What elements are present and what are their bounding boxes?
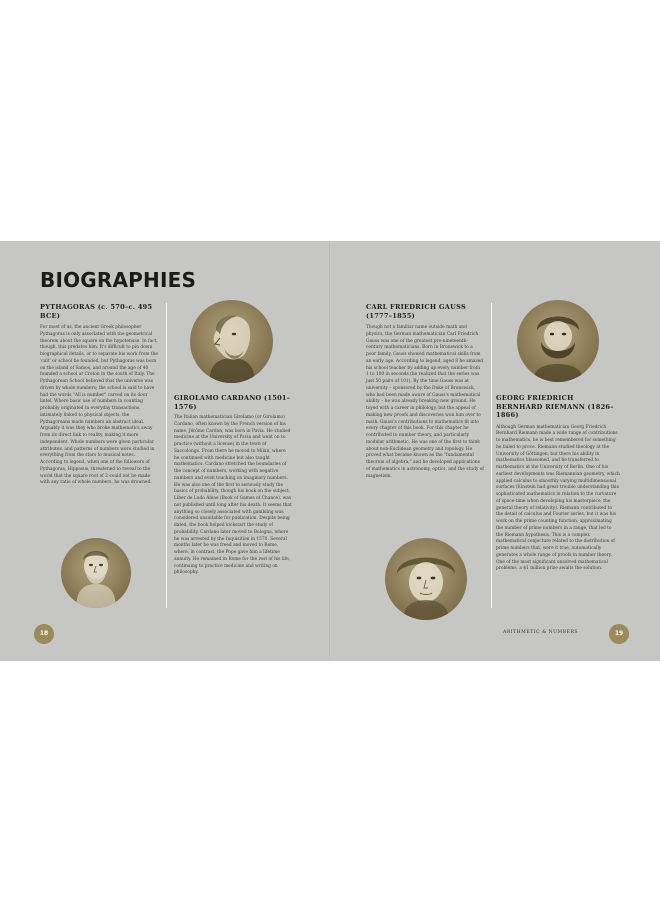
page-number-left: 18: [34, 624, 54, 644]
riemann-portrait-icon: [517, 300, 599, 382]
gauss-face-icon: [385, 538, 467, 620]
bio-title-gauss: CARL FRIEDRICH GAUSS: [366, 303, 466, 311]
bio-cardano: [174, 394, 292, 577]
column-divider: [491, 303, 492, 608]
column-divider: [166, 303, 167, 608]
gauss-portrait-icon: [385, 538, 467, 620]
cardano-portrait-icon: [190, 300, 273, 383]
bio-body-cardano: The Italian mathematician Girolamo (or Girolamo) Cardano, often known by the French version of his name, Jérôme Cardan, was born in Pavia. He studied medicine at the University of Pavia and went on to practice (without a license) in the town of Saccolongo. From there he moved to Milan, where he continued with medicine but also taught mathematics. Cardano stretched the boundaries of the concept of numbers, working with negative numbers and even touching on imaginary numbers. He was also one of the first to seriously study the basics of probability, though his book on the subject, Liber de Ludo Aleae (Book of Games of Chance), was not published until long after his death. It seems that anything so closely associated with gambling was considered unsuitable for publication. Despite being dated, the book helped kickstart the study of probability. Cardano later moved to Bologna, where he was arrested by the Inquisition in 1570. Several months later he was freed and moved to Rome, where, in contrast, the Pope gave him a lifetime annuity. He remained in Rome for the rest of his life, continuing to practice medicine and writing on philosophy.: [174, 415, 292, 576]
book-spread: [0, 241, 660, 661]
riemann-face-icon: [517, 300, 599, 382]
bio-riemann: [496, 394, 620, 573]
bio-gauss: [366, 303, 484, 480]
page-number-right: 19: [609, 624, 629, 644]
page-gutter: [329, 241, 331, 661]
bio-pythagoras: [40, 303, 158, 487]
cardano-profile-icon: [190, 300, 273, 383]
bio-body-gauss: Though not a familiar name outside math and physics, the German mathematician Carl Friedrich Gauss was one of the greatest pre-nineteenth-century mathematicians. Born in Brunswick to a poor family, Gauss showed mathematical skills from an early age. According to legend, aged 8 he amazed his school teacher by adding up every number from 1 to 100 in seconds (he realized that the series was just 50 pairs of 101). By the time Gauss was at university – sponsored by the Duke of Brunswick, who had been made aware of Gauss's mathematical ability – he was already breaking new ground. He toyed with a career in philology, but the appeal of making new proofs and discoveries won him over to math. Gauss's contributions to mathematics fit into every chapter of this book. For this chapter he contributed to number theory, and particularly modular arithmetic. He was one of the first to think about non-Euclidean geometry and topology. He proved what became known as the "fundamental theorem of algebra," and he developed applications of mathematics in astronomy, optics, and the study of magnetism.: [366, 325, 484, 479]
bio-title-riemann: GEORG FRIEDRICH BERNHARD RIEMANN (1826–1866): [496, 394, 614, 419]
bio-title-cardano: GIROLAMO CARDANO (1501–1576): [174, 394, 291, 411]
pythagoras-portrait-icon: [61, 538, 131, 608]
bio-body-riemann: Although German mathematician Georg Friedrich Bernhard Riemann made a wide range of contributions to mathematics, he is best remembered for something he failed to prove. Riemann studied theology at the University of Göttingen, but there his ability in mathematics blossomed, and he transferred to mathematics at the University of Berlin. One of his earliest developments was Riemannian geometry, which applied calculus to smoothly varying multidimensional surfaces (Einstein had great trouble understanding this sophisticated mathematics in relation to the curvature of space-time when developing his masterpiece, the general theory of relativity). Riemann contributed to the detail of calculus and Fourier series, but it was his work on the prime counting function, approximating the number of prime numbers in a range, that led to the Riemann hypothesis. This is a complex mathematical conjecture related to the distribution of prime numbers that, were it true, automatically generates a whole range of proofs in number theory. One of the most significant unsolved mathematical problems, a $1 million prize awaits the solution.: [496, 424, 620, 572]
bio-body-pythagoras: For most of us, the ancient Greek philosopher Pythagoras is only associated with the geometrical theorem about the square on the hypotenuse. In fact, though, this predates him. It's difficult to pin down biographical details, or to separate his work from the 'cult' or school he founded, but Pythagoras was born on the island of Samos, and around the age of 40 founded a school at Croton in the south of Italy. The Pythagorean School believed that the universe was driven by whole numbers; the school is said to have had the words "All is number" carved on its door lintel. Where basic use of numbers in counting probably originated in everyday transactions, intimately linked to physical objects, the Pythagoreans made numbers an abstract ideal. Arguably it was they who broke mathematics away from its direct link to reality, making it more independent. Whole numbers were given particular attributes, and patterns of numbers were studied in everything from the stars to musical notes. According to legend, when one of the followers of Pythagoras, Hippasus, threatened to reveal to the world that the square root of 2 could not be made with any ratio of whole numbers, he was drowned.: [40, 325, 158, 486]
pythagoras-bust-icon: [61, 538, 131, 608]
page-heading: BIOGRAPHIES: [40, 268, 197, 292]
running-head: ARITHMETIC & NUMBERS: [503, 630, 579, 635]
bio-dates-gauss: (1777–1855): [366, 311, 415, 320]
bio-title-pythagoras: PYTHAGORAS (c. 570–c. 495 BCE): [40, 303, 153, 320]
